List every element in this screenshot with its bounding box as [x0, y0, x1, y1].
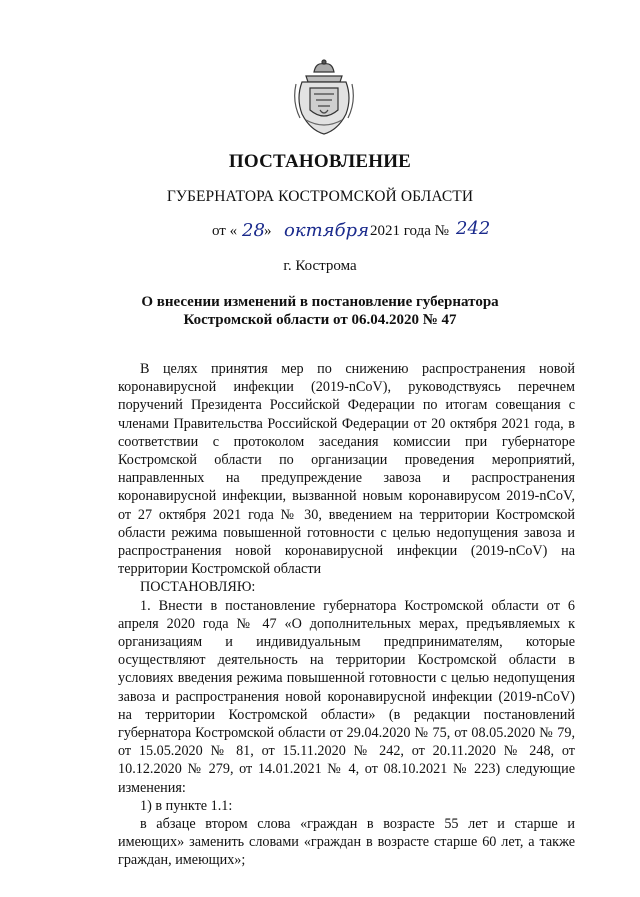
- heading-line-2: Костромской области от 06.04.2020 № 47: [183, 312, 457, 328]
- document-title: ПОСТАНОВЛЕНИЕ: [228, 151, 412, 172]
- subitem-1-label: 1) в пункте 1.1:: [140, 797, 233, 814]
- document-number: 242: [456, 218, 491, 239]
- date-line: [212, 220, 532, 248]
- date-prefix: от «: [212, 223, 238, 239]
- document-heading: [0, 293, 640, 329]
- document-body: [118, 360, 575, 870]
- city: г. Кострома: [283, 258, 357, 274]
- preamble-paragraph: В целях принятия мер по снижению распространения новой коронавирусной инфекции (2019-nCoV), руководствуясь перечнем поручений Президента Российской Федерации по итогам совещания с членами Правительства Российской Федерации от 20 октября 2021 года, в соответствии с протоколом заседания комиссии при губернаторе Костромской области по организации проведения мероприятий, направленных на предупреждение завоза и распространения коронавирусной инфекции, вызванной новым коронавирусом 2019-nCoV, от 27 октября 2021 года № 30, введением на территории Костромской области режима повышенной готовности с целью недопущения завоза и распространения новой коронавирусной инфекции (2019-nCoV) на территории Костромской области: [118, 361, 575, 578]
- subitem-1-text: в абзаце втором слова «граждан в возрасте 55 лет и старше и имеющих» заменить словами «граждан в возрасте старше 60 лет, а также граждан, имеющих»;: [118, 816, 575, 869]
- heading-line-1: О внесении изменений в постановление губернатора: [141, 294, 499, 310]
- decree-word: ПОСТАНОВЛЯЮ:: [140, 579, 256, 596]
- date-year-text: 2021 года №: [370, 223, 449, 239]
- document-subtitle: ГУБЕРНАТОРА КОСТРОМСКОЙ ОБЛАСТИ: [166, 188, 474, 205]
- item-1-paragraph: 1. Внести в постановление губернатора Костромской области от 6 апреля 2020 года № 47 «О дополнительных мерах, предъявляемых к организациям и индивидуальным предпринимателям, которые осуществляют деятельность на территории Костромской области в условиях введения режима повышенной готовности с целью недопущения завоза и распространения новой коронавирусной инфекции (2019-nCoV) на территории Костромской области» (в редакции постановлений губернатора Костромской области от 29.04.2020 № 75, от 08.05.2020 № 79, от 15.05.2020 № 81, от 15.11.2020 № 242, от 20.11.2020 № 248, от 10.12.2020 № 279, от 14.01.2021 № 4, от 08.10.2021 № 223) следующие изменения:: [118, 597, 575, 796]
- date-quote-close: »: [264, 223, 272, 239]
- date-day: 28: [242, 220, 265, 241]
- coat-of-arms-icon: [292, 58, 356, 138]
- date-month: октября: [284, 220, 369, 241]
